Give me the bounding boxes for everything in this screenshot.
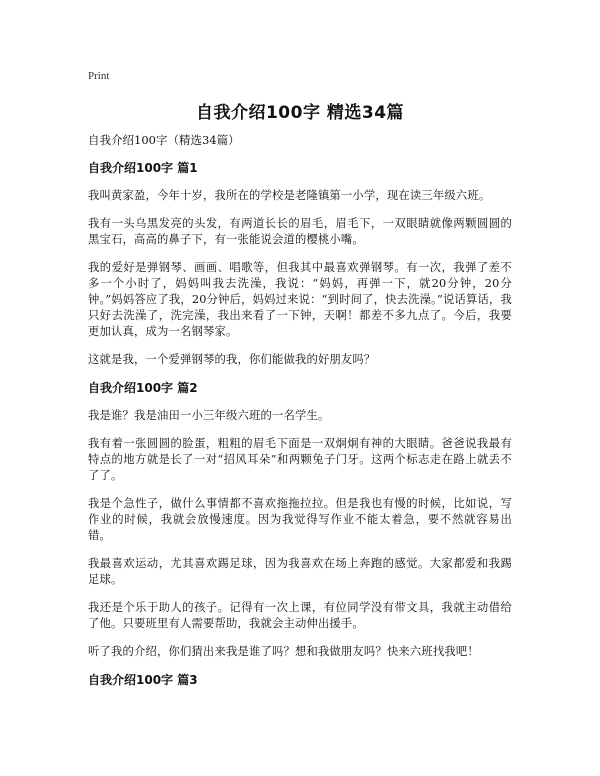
section-heading: 自我介绍100字 篇1 [88, 161, 198, 175]
article-section [88, 380, 512, 660]
paragraph: 我有一头乌黑发亮的头发，有两道长长的眉毛，眉毛下，一双眼睛就像两颗圆圆的黑宝石，高高的鼻子下，有一张能说会道的樱桃小嘴。 [88, 217, 512, 246]
paragraph: 我最喜欢运动，尤其喜欢踢足球，因为我喜欢在场上奔跑的感觉。大家都爱和我踢足球。 [88, 557, 512, 586]
paragraph: 我有着一张圆圆的脸蛋，粗粗的眉毛下面是一双炯炯有神的大眼睛。爸爸说我最有特点的地方就是长了一对“招风耳朵”和两颗兔子门牙。这两个标志走在路上就丢不了了。 [88, 437, 512, 482]
paragraph: 我是个急性子，做什么事情都不喜欢拖拖拉拉。但是我也有慢的时候，比如说，写作业的时候，我就会放慢速度。因为我觉得写作业不能太着急，要不然就容易出错。 [88, 497, 512, 542]
print-label[interactable]: Print [88, 70, 110, 82]
article-section [88, 672, 512, 688]
paragraph: 听了我的介绍，你们猜出来我是谁了吗？想和我做朋友吗？快来六班找我吧！ [88, 645, 479, 658]
article-body [88, 160, 512, 700]
paragraph: 我叫黄家盈，今年十岁，我所在的学校是老隆镇第一小学，现在读三年级六班。 [88, 189, 491, 202]
section-heading: 自我介绍100字 篇2 [88, 381, 198, 395]
paragraph: 我的爱好是弹钢琴、画画、唱歌等，但我其中最喜欢弹钢琴。有一次，我弹了差不多一个小时了，妈妈叫我去洗澡，我说：“妈妈，再弹一下，就20分钟，20分钟。”妈妈答应了我，20分钟后，妈妈过来说：“到时间了，快去洗澡。”说话算话，我只好去洗澡了，洗完澡，我出来看了一下钟，天啊！都差不多九点了。今后，我要更加认真，成为一名钢琴家。 [88, 261, 512, 338]
page-subtitle: 自我介绍100字（精选34篇） [88, 133, 240, 147]
page-title: 自我介绍100字 精选34篇 [195, 103, 405, 123]
article-section [88, 160, 512, 368]
paragraph: 我是谁？我是油田一小三年级六班的一名学生。 [88, 409, 330, 422]
paragraph: 我还是个乐于助人的孩子。记得有一次上课，有位同学没有带文具，我就主动借给了他。只要班里有人需要帮助，我就会主动伸出援手。 [88, 601, 512, 630]
paragraph: 这就是我，一个爱弹钢琴的我，你们能做我的好朋友吗？ [88, 353, 376, 366]
section-heading: 自我介绍100字 篇3 [88, 673, 198, 687]
